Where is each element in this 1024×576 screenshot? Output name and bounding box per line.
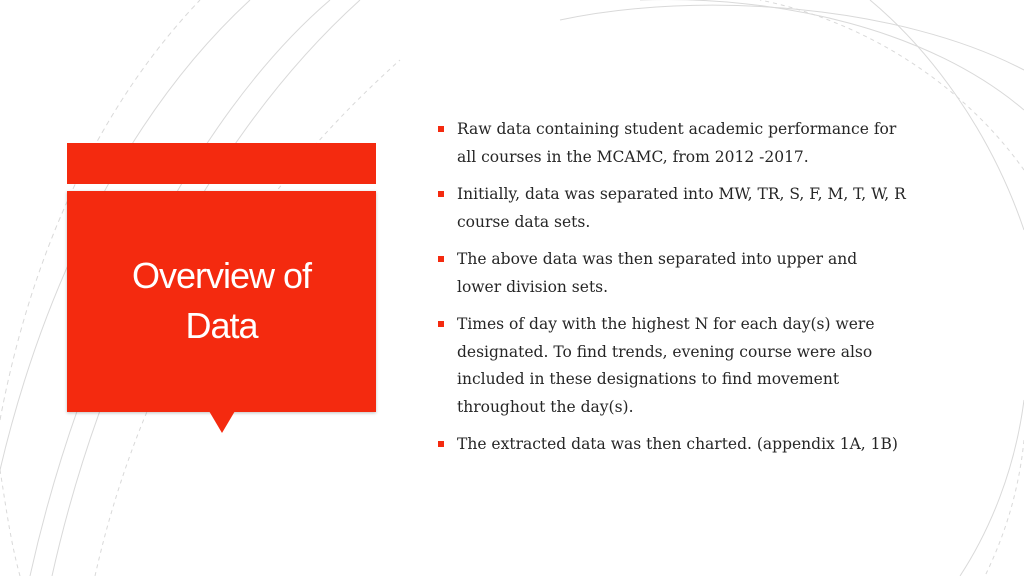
bullet-text-line: all courses in the MCAMC, from 2012 -2017. [457,147,809,166]
bullet-square-icon [438,256,444,262]
bullet-item [438,431,958,459]
slide-title [67,251,376,351]
title-box [67,191,376,412]
slide-title-line-2: Data [185,305,258,346]
slide-title-line-1: Overview of [131,255,312,296]
bullet-text-line: course data sets. [457,212,591,231]
bullet-text-line: Initially, data was separated into MW, TR, S, F, M, T, W, R [457,185,906,203]
title-pointer-triangle [209,411,235,433]
bullet-square-icon [438,321,444,327]
bullet-text-line: Raw data containing student academic performance for [457,120,897,138]
bullet-square-icon [438,126,444,132]
bullet-text-line: The extracted data was then charted. (appendix 1A, 1B) [457,435,898,453]
bullet-text-line: included in these designations to find movement [457,370,840,388]
title-accent-bar [67,143,376,184]
bullet-item [438,181,958,236]
bullet-square-icon [438,441,444,447]
bullet-square-icon [438,191,444,197]
bullet-item [438,311,958,421]
bullet-text-line: lower division sets. [457,277,609,296]
bullet-text-line: The above data was then separated into upper and [457,250,858,268]
bullet-list [438,116,958,469]
bullet-item [438,116,958,171]
bullet-text-line: designated. To find trends, evening course were also [457,342,873,361]
bullet-text-line: Times of day with the highest N for each day(s) were [457,315,875,333]
bullet-text-line: throughout the day(s). [457,397,634,416]
bullet-item [438,246,958,301]
